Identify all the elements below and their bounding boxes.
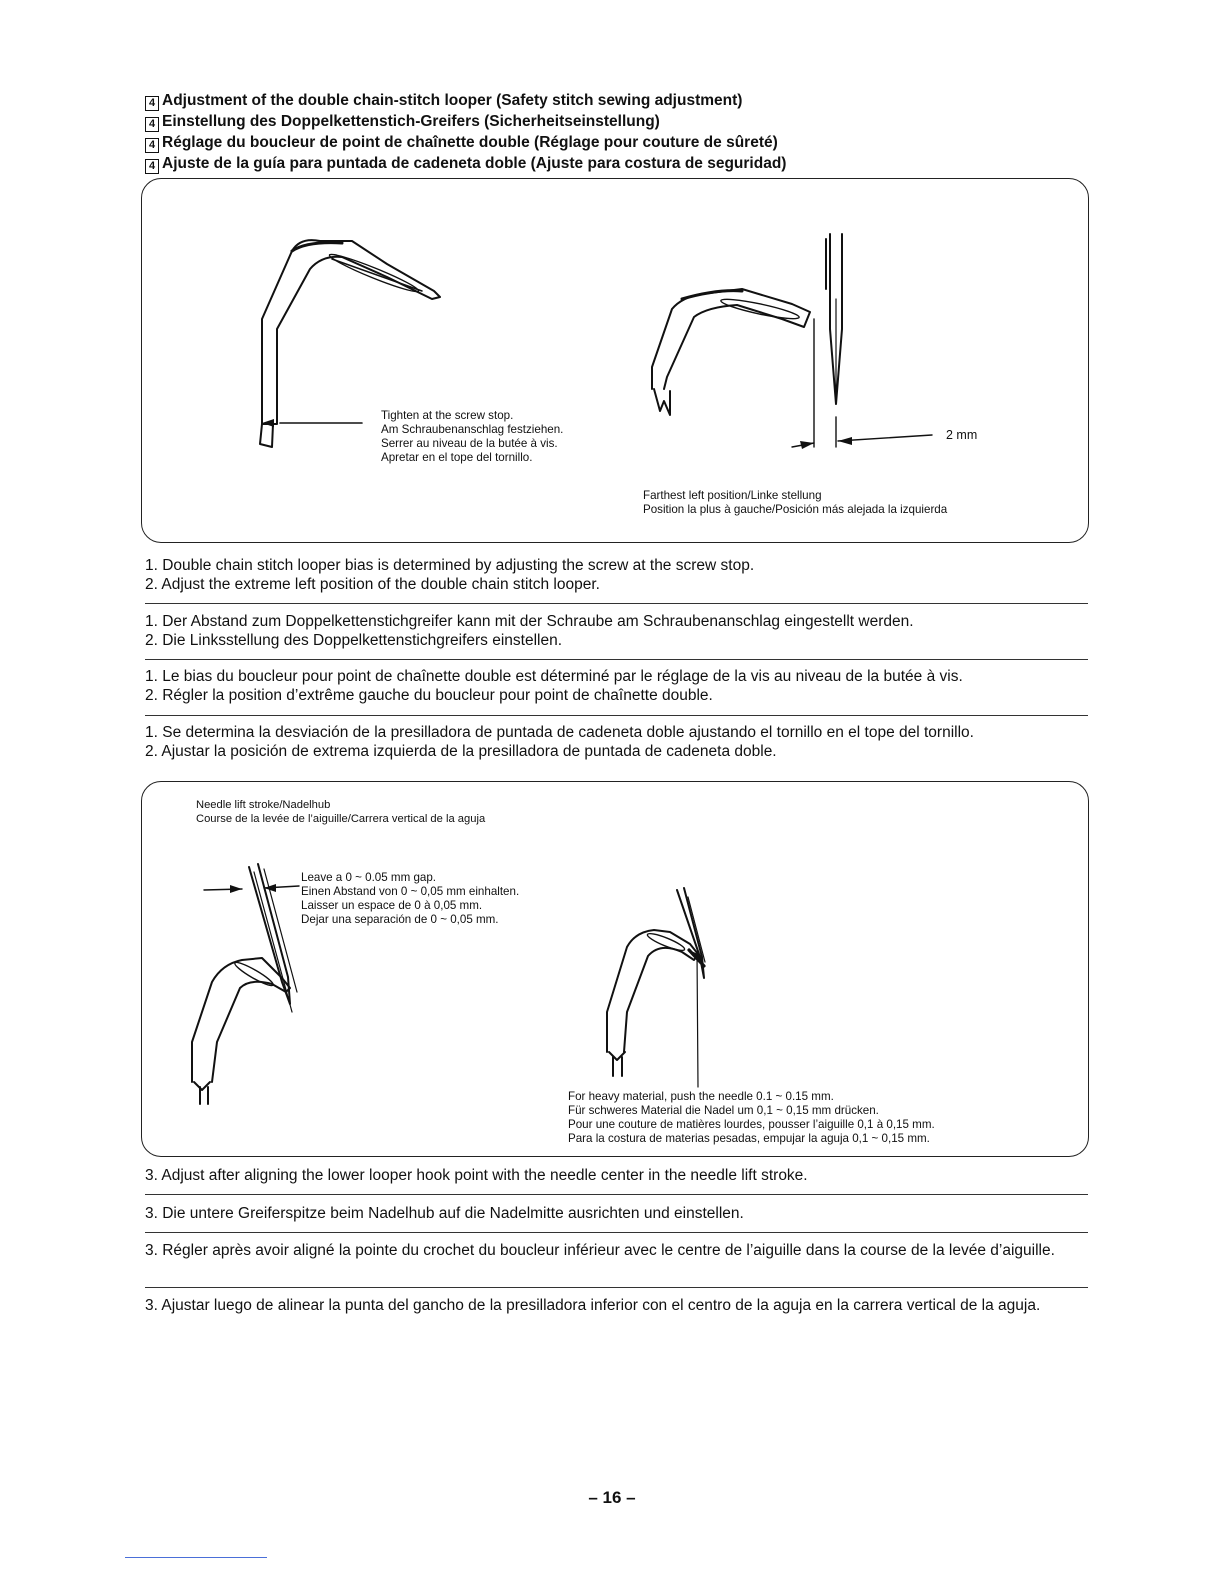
divider: [145, 715, 1088, 716]
gap-2mm-label: 2 mm: [946, 428, 978, 442]
footer-line: [125, 1557, 267, 1558]
needle-lift-stroke-label: Needle lift stroke/Nadelhub Course de la levée de l’aiguille/Carrera vertical de la aguja: [196, 799, 486, 825]
heading-line-de: 4 Einstellung des Doppelkettenstich-Greifers (Sicherheitseinstellung): [145, 111, 1105, 132]
steps-es: [145, 723, 1090, 761]
step3-es: 3. Ajustar luego de alinear la punta del gancho de la presilladora inferior con el centro de la aguja en la carrera vertical de la aguja.: [145, 1297, 1041, 1314]
steps-en: [145, 556, 1090, 594]
step-fr-2: 2. Régler la position d’extrême gauche du boucleur pour point de chaînette double.: [145, 687, 713, 704]
steps-de: [145, 612, 1090, 650]
heavy-material-label: For heavy material, push the needle 0.1 ~ 0.15 mm. Für schweres Material die Nadel um 0,1 ~ 0,15 mm drücken. Pour une couture de matières lourdes, pousser l’aiguille 0,1 à 0,15 mm. Para la costura de materias pesadas, empujar la aguja 0,1 ~ 0,15 mm.: [568, 1090, 935, 1145]
step-es-1: 1. Se determina la desviación de la presilladora de puntada de cadeneta doble ajustando el tornillo en el tope del tornillo.: [145, 724, 974, 741]
divider: [145, 1232, 1088, 1233]
farthest-left-position-label: Farthest left position/Linke stellung Position la plus à gauche/Posición más alejada la izquierda: [643, 489, 948, 516]
divider: [145, 603, 1088, 604]
heading-line-fr: 4 Réglage du boucleur de point de chaînette double (Réglage pour couture de sûreté): [145, 132, 1105, 153]
step-fr-1: 1. Le bias du boucleur pour point de chaînette double est déterminé par le réglage de la vis au niveau de la butée à vis.: [145, 668, 963, 685]
step-en-2: 2. Adjust the extreme left position of the double chain stitch looper.: [145, 576, 600, 593]
step-de-1: 1. Der Abstand zum Doppelkettenstichgreifer kann mit der Schraube am Schraubenanschlag eingestellt werden.: [145, 613, 914, 630]
step3-de: 3. Die untere Greiferspitze beim Nadelhub auf die Nadelmitte ausrichten und einstellen.: [145, 1205, 744, 1222]
step-de-2: 2. Die Linksstellung des Doppelkettenstichgreifers einstellen.: [145, 632, 563, 649]
figure-looper-adjustment: [141, 178, 1089, 543]
gap-setting-label: Leave a 0 ~ 0.05 mm gap. Einen Abstand von 0 ~ 0,05 mm einhalten. Laisser un espace de 0 à 0,05 mm. Dejar una separación de 0 ~ 0,05 mm.: [301, 871, 520, 926]
section-heading: [145, 90, 1105, 174]
step-es-2: 2. Ajustar la posición de extrema izquierda de la presilladora de puntada de cadeneta doble.: [145, 743, 777, 760]
section-number-box: 4: [145, 96, 159, 111]
screw-stop-label: Tighten at the screw stop. Am Schraubenanschlag festziehen. Serrer au niveau de la butée à vis. Apretar en el tope del tornillo.: [381, 409, 564, 464]
heading-line-en: 4 Adjustment of the double chain-stitch looper (Safety stitch sewing adjustment): [145, 90, 1105, 111]
steps-fr: [145, 667, 1090, 705]
looper-illustration-1: [142, 179, 1088, 542]
step-en-1: 1. Double chain stitch looper bias is determined by adjusting the screw at the screw stop.: [145, 557, 755, 574]
figure-needle-lift-stroke: [141, 781, 1089, 1157]
step3-en: 3. Adjust after aligning the lower looper hook point with the needle center in the needle lift stroke.: [145, 1167, 808, 1184]
divider: [145, 659, 1088, 660]
page-number: – 16 –: [588, 1488, 636, 1507]
divider: [145, 1194, 1088, 1195]
step3-fr: 3. Régler après avoir aligné la pointe du crochet du boucleur inférieur avec le centre de l’aiguille dans la course de la levée d’aiguille.: [145, 1242, 1055, 1259]
heading-line-es: 4 Ajuste de la guía para puntada de cadeneta doble (Ajuste para costura de seguridad): [145, 153, 1105, 174]
divider: [145, 1287, 1088, 1288]
